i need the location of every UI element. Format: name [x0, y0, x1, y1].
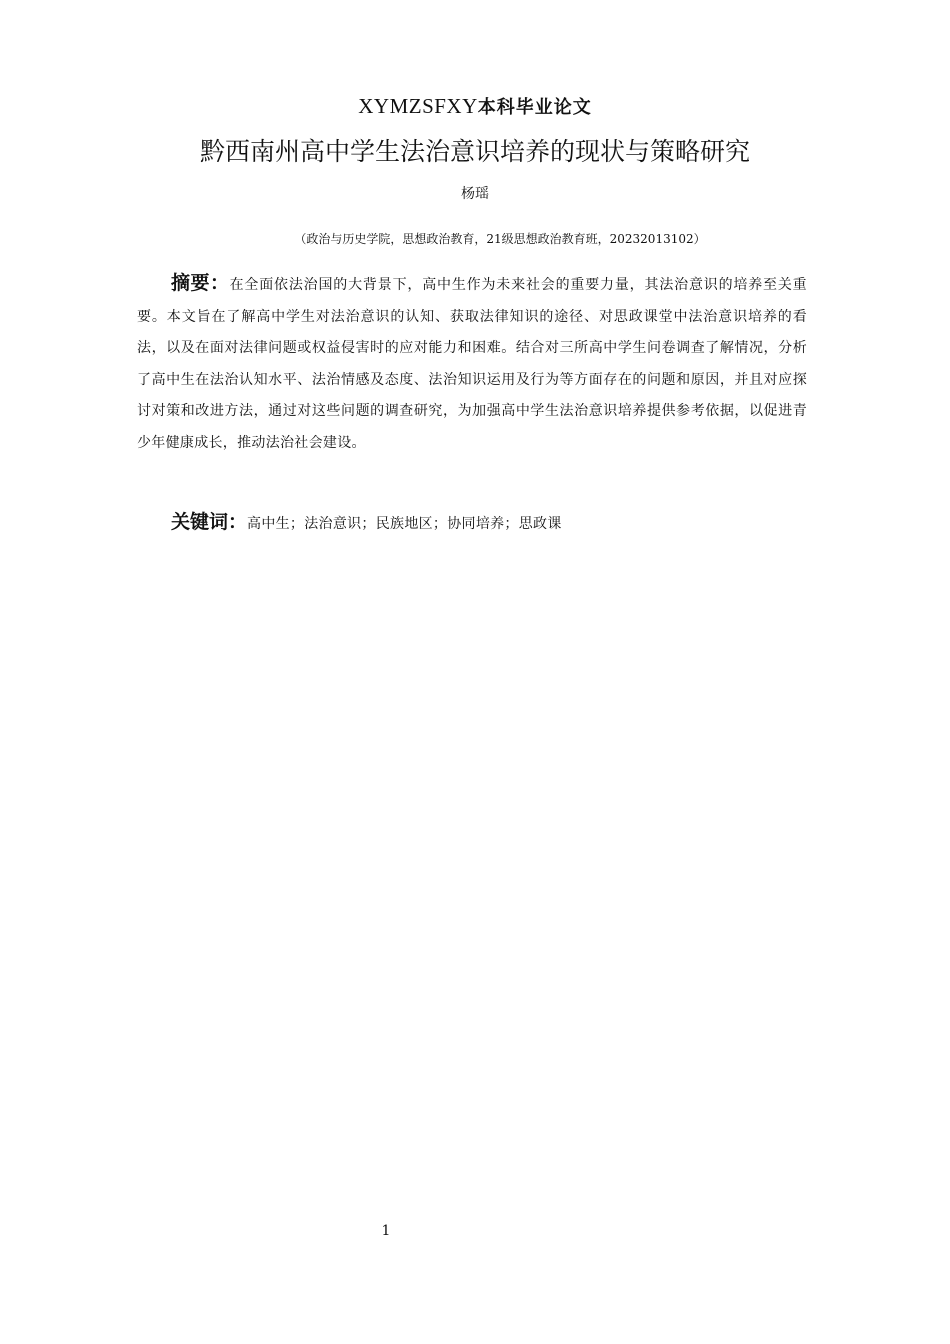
author-name: 杨瑶 [461, 186, 489, 202]
page-number: 1 [381, 1223, 391, 1239]
thesis-title: 黔西南州高中学生法治意识培养的现状与策略研究 [199, 137, 750, 166]
author-affiliation: （政治与历史学院，思想政治教育，21级思想政治教育班，20232013102） [294, 232, 706, 246]
abstract-label: 摘要： [171, 272, 230, 294]
thesis-header [0, 92, 950, 122]
thesis-type-label: 本科毕业论文 [477, 97, 592, 118]
institution-code: XYMZSFXY [358, 94, 478, 118]
keywords-label: 关键词： [171, 511, 248, 533]
keywords-text: 高中生；法治意识；民族地区；协同培养；思政课 [247, 516, 562, 532]
keywords-line [171, 506, 811, 540]
abstract-text: 在全面依法治国的大背景下，高中生作为未来社会的重要力量，其法治意识的培养至关重要。本文旨在了解高中学生对法治意识的认知、获取法律知识的途径、对思政课堂中法治意识培养的看法，以及在面对法律问题或权益侵害时的应对能力和困难。结合对三所高中学生问卷调查了解情况，分析了高中生在法治认知水平、法治情感及态度、法治知识运用及行为等方面存在的问题和原因，并且对应探讨对策和改进方法，通过对这些问题的调查研究，为加强高中学生法治意识培养提供参考依据，以促进青少年健康成长，推动法治社会建设。 [137, 277, 807, 451]
abstract-paragraph [137, 268, 807, 460]
